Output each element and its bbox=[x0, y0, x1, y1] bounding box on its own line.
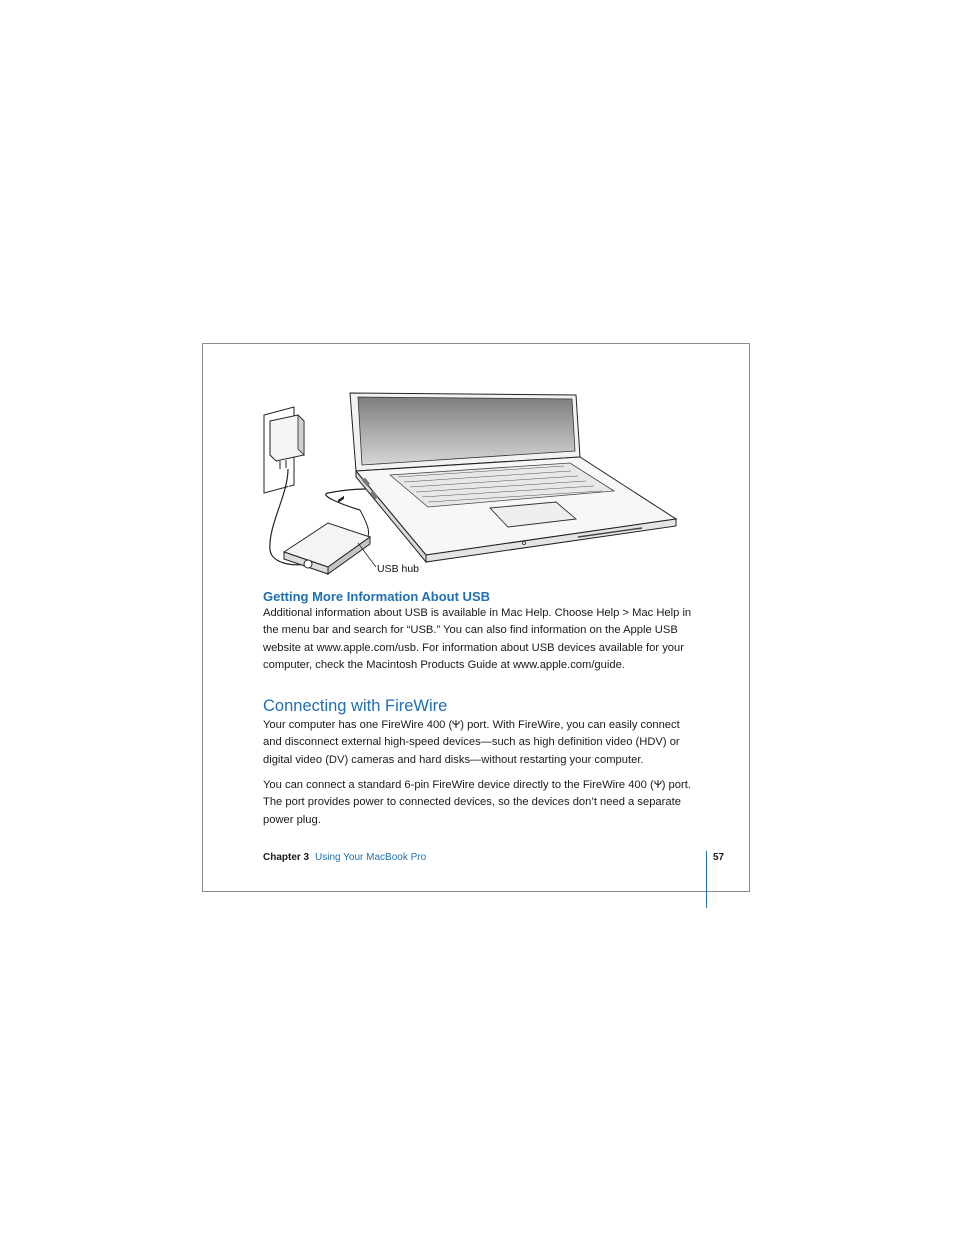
laptop bbox=[350, 393, 676, 562]
text-line: The port provides power to connected devices, so the devices don’t need a separate bbox=[263, 796, 681, 809]
firewire-intro-paragraph bbox=[263, 717, 708, 769]
page-number-rule bbox=[706, 851, 707, 908]
footer-chapter-title: Using Your MacBook Pro bbox=[315, 852, 427, 863]
page-number: 57 bbox=[713, 852, 725, 863]
text-segment: You can connect a standard 6-pin FireWire device directly to the FireWire 400 ( bbox=[263, 779, 654, 791]
text-line: computer, check the Macintosh Products Guide at www.apple.com/guide. bbox=[263, 658, 625, 671]
usb-hub-callout: USB hub bbox=[377, 563, 420, 575]
text-line: digital video (DV) cameras and hard disks—without restarting your computer. bbox=[263, 753, 644, 766]
firewire-connect-paragraph bbox=[263, 777, 708, 829]
text-line: website at www.apple.com/usb. For information about USB devices available for your bbox=[263, 641, 684, 654]
section-heading-usb: Getting More Information About USB bbox=[263, 589, 490, 604]
wall-outlet bbox=[264, 407, 304, 493]
text-segment: ) port. With FireWire, you can easily connect bbox=[460, 719, 680, 731]
footer-chapter-label: Chapter 3 bbox=[263, 852, 310, 863]
text-segment: Your computer has one FireWire 400 ( bbox=[263, 719, 453, 731]
text-line: power plug. bbox=[263, 813, 321, 826]
text-line: Additional information about USB is available in Mac Help. Choose Help > Mac Help in bbox=[263, 607, 692, 619]
usb-hub-illustration bbox=[258, 385, 688, 580]
firewire-icon bbox=[654, 779, 662, 789]
text-line: the menu bar and search for “USB.” You can also find information on the Apple USB bbox=[263, 624, 678, 637]
text-line: and disconnect external high-speed devices—such as high definition video (HDV) or bbox=[263, 736, 680, 749]
usb-hub bbox=[284, 496, 370, 574]
text-segment: ) port. bbox=[661, 779, 691, 791]
section-heading-firewire: Connecting with FireWire bbox=[263, 697, 448, 715]
text-line bbox=[263, 717, 708, 734]
usb-info-paragraph bbox=[263, 605, 708, 674]
text-line bbox=[263, 777, 708, 794]
